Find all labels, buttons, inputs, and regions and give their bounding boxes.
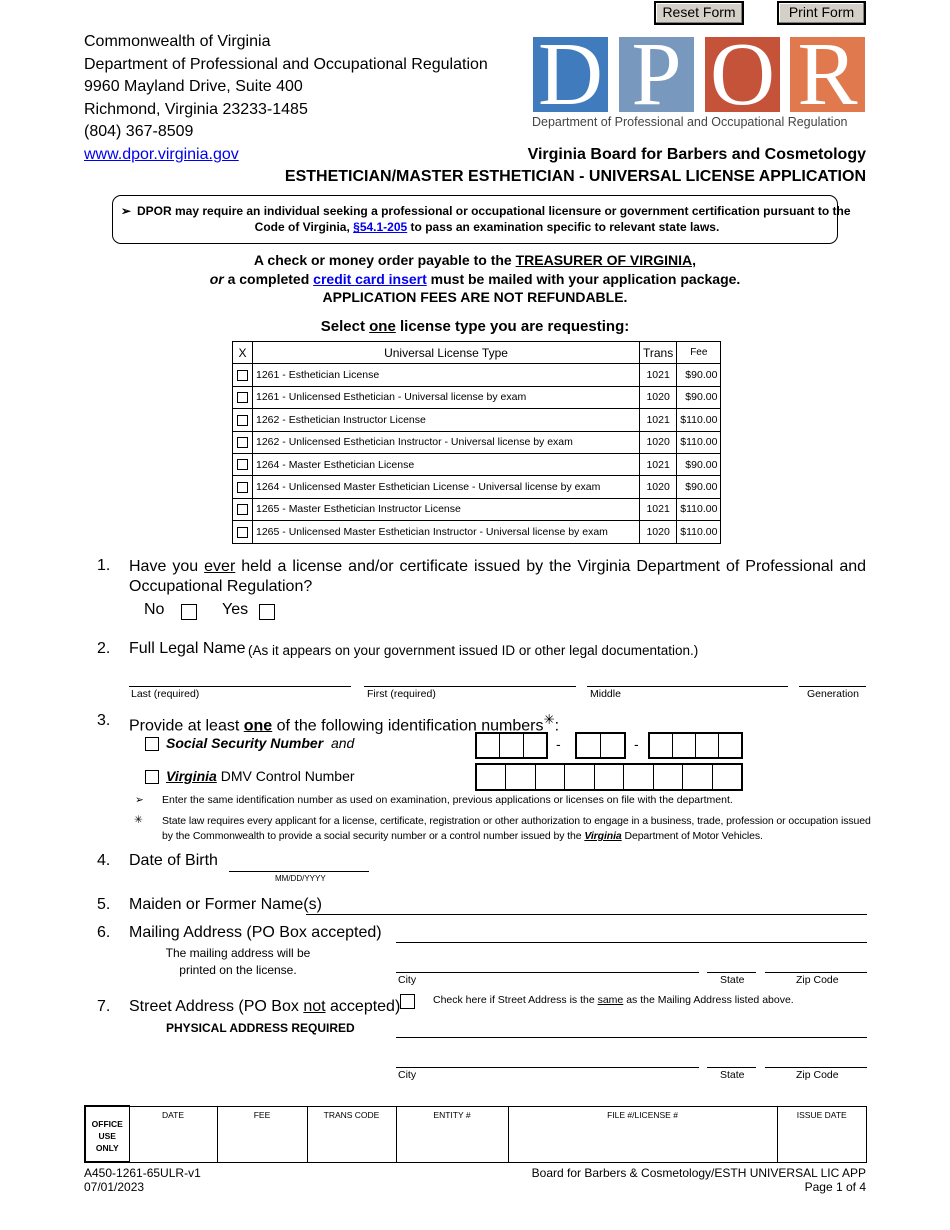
question-number: 7. — [97, 998, 111, 1015]
license-checkbox[interactable] — [237, 392, 248, 403]
generation-input[interactable] — [799, 670, 866, 687]
note-text: State law requires every applicant for a license, certificate, registration or other authorization to engage in a business, trade, profession or occupation issued — [162, 815, 871, 827]
agency-address — [84, 31, 488, 167]
last-label: Last (required) — [131, 688, 200, 700]
payment-text: must be mailed with your application package. — [430, 270, 741, 287]
mailing-address-note — [120, 945, 356, 979]
fee: $110.00 — [677, 521, 721, 543]
question-number: 1. — [97, 557, 111, 574]
name-hint: (As it appears on your government issued ID or other legal documentation.) — [248, 643, 699, 658]
fee: $90.00 — [677, 364, 721, 386]
question-text: one — [243, 717, 273, 735]
generation-label: Generation — [807, 688, 859, 700]
table-row — [233, 498, 721, 520]
office-file-license-cell: FILE #/LICENSE # — [508, 1106, 777, 1162]
table-row — [233, 521, 721, 543]
note-text: printed on the license. — [179, 963, 297, 977]
license-type: 1261 - Unlicensed Esthetician - Universal license by exam — [253, 386, 640, 408]
page-number: Page 1 of 4 — [804, 1180, 866, 1194]
question-number: 4. — [97, 852, 111, 869]
dmv-checkbox[interactable] — [145, 770, 159, 784]
trans-code: 1020 — [640, 431, 677, 453]
dash: - — [634, 736, 639, 752]
board-name: Virginia Board for Barbers and Cosmetology — [527, 146, 866, 163]
table-row — [233, 476, 721, 498]
note-text: by the Commonwealth to provide a social security number or a control number issued by the — [162, 830, 582, 842]
table-row — [233, 386, 721, 408]
license-checkbox[interactable] — [237, 459, 248, 470]
logo-letter: P — [619, 37, 694, 112]
label-text: ONLY — [95, 1142, 119, 1153]
arrow-bullet-icon: ➢ — [135, 794, 144, 806]
license-type: 1262 - Unlicensed Esthetician Instructor - Universal license by exam — [253, 431, 640, 453]
trans-code: 1021 — [640, 409, 677, 431]
question-number: 5. — [97, 896, 111, 913]
question-text: of the following identification numbers — [276, 717, 544, 735]
payment-text: A check or money order payable to the — [253, 252, 512, 268]
trans-code: 1020 — [640, 386, 677, 408]
license-checkbox-cell[interactable] — [233, 386, 253, 408]
fee: $90.00 — [677, 453, 721, 475]
license-type: 1262 - Esthetician Instructor License — [253, 409, 640, 431]
question-number: 6. — [97, 924, 111, 941]
license-checkbox[interactable] — [237, 415, 248, 426]
footer-board: Board for Barbers & Cosmetology/ESTH UNIVERSAL LIC APP — [531, 1166, 866, 1180]
office-use-table — [84, 1105, 867, 1163]
fee: $110.00 — [677, 431, 721, 453]
same-as-mailing-label — [433, 994, 794, 1006]
code-link[interactable]: §54.1-205 — [353, 220, 408, 234]
ssn-part-3-input[interactable] — [648, 732, 743, 759]
city-label: City — [398, 1069, 417, 1081]
yes-checkbox[interactable] — [259, 604, 275, 620]
notice-text: Code of Virginia, — [254, 220, 350, 234]
mailing-address-label: Mailing Address (PO Box accepted) — [129, 924, 382, 941]
label-text: Street Address (PO Box — [129, 998, 299, 1015]
fee: $110.00 — [677, 498, 721, 520]
date-format-hint: MM/DD/YYYY — [275, 874, 326, 883]
website-link[interactable]: www.dpor.virginia.gov — [84, 145, 239, 163]
heading-text: license type you are requesting: — [399, 318, 630, 335]
state-label: State — [720, 974, 745, 986]
license-checkbox-cell[interactable] — [233, 431, 253, 453]
question-text: Provide at least — [129, 717, 240, 735]
first-name-input[interactable] — [364, 670, 576, 687]
maiden-name-label: Maiden or Former Name(s) — [129, 896, 322, 913]
last-name-input[interactable] — [129, 670, 351, 687]
question-text: Regulation? — [226, 578, 313, 595]
select-heading — [0, 318, 950, 335]
address-line: Commonwealth of Virginia — [84, 33, 271, 50]
maiden-name-input[interactable] — [306, 897, 867, 915]
ssn-part-1-input[interactable] — [475, 732, 548, 759]
table-row — [233, 364, 721, 386]
question-1 — [129, 557, 866, 597]
middle-name-input[interactable] — [587, 670, 788, 687]
column-header: X — [233, 342, 253, 364]
zip-label: Zip Code — [796, 1069, 839, 1081]
license-type: 1265 - Master Esthetician Instructor License — [253, 498, 640, 520]
form-id: A450-1261-65ULR-v1 — [84, 1166, 201, 1180]
license-checkbox-cell[interactable] — [233, 453, 253, 475]
fee: $90.00 — [677, 476, 721, 498]
label-text: Check here if Street Address is the — [433, 994, 595, 1006]
no-label: No — [144, 601, 165, 618]
arrow-bullet-icon: ➢ — [121, 204, 132, 218]
middle-label: Middle — [590, 688, 621, 700]
fee: $90.00 — [677, 386, 721, 408]
ssn-checkbox[interactable] — [145, 737, 159, 751]
date-of-birth-label: Date of Birth — [129, 852, 218, 869]
ssn-part-2-input[interactable] — [575, 732, 626, 759]
office-date-cell: DATE — [129, 1106, 217, 1162]
street-zip-input[interactable] — [765, 1050, 867, 1068]
payment-text: or — [209, 270, 224, 287]
label-text: and — [330, 735, 355, 751]
first-label: First (required) — [367, 688, 436, 700]
license-type-table — [232, 341, 721, 544]
license-checkbox-cell[interactable] — [233, 498, 253, 520]
question-text: ever — [204, 558, 236, 575]
dmv-control-number-input[interactable] — [475, 763, 743, 791]
note-text: Department of Motor Vehicles. — [624, 830, 763, 842]
address-line: Department of Professional and Occupational Regulation — [84, 55, 488, 73]
label-text: not — [303, 998, 326, 1015]
logo-letter: D — [533, 37, 608, 112]
license-checkbox[interactable] — [237, 527, 248, 538]
office-use-only-label — [85, 1106, 129, 1162]
column-header: Trans — [640, 342, 677, 364]
label-text: Virginia — [166, 768, 217, 784]
payment-text: a completed — [227, 270, 310, 287]
office-entity-cell: ENTITY # — [396, 1106, 508, 1162]
street-city-input[interactable] — [396, 1050, 699, 1068]
mailing-zip-input[interactable] — [765, 955, 867, 973]
no-checkbox[interactable] — [181, 604, 197, 620]
table-row — [233, 431, 721, 453]
license-checkbox-cell[interactable] — [233, 476, 253, 498]
license-checkbox[interactable] — [237, 370, 248, 381]
heading-text: one — [369, 318, 396, 335]
question-text: Have you — [129, 558, 199, 575]
state-label: State — [720, 1069, 745, 1081]
street-state-input[interactable] — [707, 1050, 756, 1068]
table-row — [233, 453, 721, 475]
fee: $110.00 — [677, 409, 721, 431]
question-text: held a license and/or certificate issued by the Virginia Department of Professional and Occupational — [129, 558, 867, 595]
license-checkbox-cell[interactable] — [233, 409, 253, 431]
reset-form-button[interactable]: Reset Form — [654, 1, 744, 25]
note-text: Virginia — [584, 830, 622, 842]
license-checkbox[interactable] — [237, 482, 248, 493]
license-type: 1264 - Unlicensed Master Esthetician License - Universal license by exam — [253, 476, 640, 498]
credit-card-insert-link[interactable]: credit card insert — [313, 270, 427, 287]
license-checkbox[interactable] — [237, 437, 248, 448]
date-of-birth-input[interactable] — [229, 855, 369, 872]
label-text: USE — [98, 1130, 116, 1141]
label-text: accepted) — [330, 998, 401, 1015]
label-text: Social Security Number — [166, 735, 324, 751]
print-form-button[interactable]: Print Form — [777, 1, 866, 25]
label-text: OFFICE — [91, 1118, 123, 1129]
column-header: Fee — [677, 342, 721, 364]
logo-letter: R — [790, 37, 865, 112]
heading-text: Select — [320, 318, 365, 335]
footer-right — [532, 1166, 866, 1194]
dash: - — [556, 736, 561, 752]
logo-caption: Department of Professional and Occupational Regulation — [532, 115, 848, 129]
phone: (804) 367-8509 — [84, 123, 194, 141]
note-text: The mailing address will be — [165, 946, 311, 960]
label-text: same — [597, 994, 624, 1006]
license-type: 1261 - Esthetician License — [253, 364, 640, 386]
label-text: DMV Control Number — [220, 768, 355, 784]
asterisk-icon: ✳ — [134, 814, 143, 826]
asterisk-icon: ✳ — [543, 712, 555, 727]
trans-code: 1021 — [640, 498, 677, 520]
office-trans-code-cell: TRANS CODE — [307, 1106, 396, 1162]
fees-not-refundable: APPLICATION FEES ARE NOT REFUNDABLE. — [322, 289, 628, 305]
office-fee-cell: FEE — [217, 1106, 307, 1162]
column-header: Universal License Type — [253, 342, 640, 364]
address-line: 9960 Mayland Drive, Suite 400 — [84, 78, 303, 96]
ssn-label — [166, 735, 354, 751]
license-checkbox-cell[interactable] — [233, 521, 253, 543]
question-number: 2. — [97, 640, 111, 657]
city-label: City — [398, 974, 417, 986]
physical-address-required: PHYSICAL ADDRESS REQUIRED — [166, 1021, 355, 1035]
trans-code: 1021 — [640, 453, 677, 475]
logo-letter: O — [705, 37, 780, 112]
notice-text: to pass an examination specific to relevant state laws. — [410, 220, 720, 234]
notice-text: DPOR may require an individual seeking a professional or occupational licensure or government certification pursuant to the — [137, 204, 851, 218]
license-type: 1265 - Unlicensed Master Esthetician Instructor - Universal license by exam — [253, 521, 640, 543]
form-date: 07/01/2023 — [84, 1180, 145, 1194]
dmv-label — [166, 768, 355, 784]
street-address-input[interactable] — [396, 1020, 867, 1038]
yes-label: Yes — [222, 601, 249, 618]
mailing-city-input[interactable] — [396, 955, 699, 973]
notice-box — [112, 195, 851, 244]
footer-left — [84, 1166, 201, 1194]
trans-code: 1020 — [640, 476, 677, 498]
trans-code: 1021 — [640, 364, 677, 386]
mailing-state-input[interactable] — [707, 955, 756, 973]
full-legal-name-label: Full Legal Name — [129, 640, 246, 657]
zip-label: Zip Code — [796, 974, 839, 986]
license-checkbox-cell[interactable] — [233, 364, 253, 386]
license-checkbox[interactable] — [237, 504, 248, 515]
mailing-address-input[interactable] — [396, 925, 867, 943]
form-title: ESTHETICIAN/MASTER ESTHETICIAN - UNIVERSAL LICENSE APPLICATION — [284, 168, 866, 185]
question-text: : — [554, 717, 560, 735]
license-type: 1264 - Master Esthetician License — [253, 453, 640, 475]
id-note: Enter the same identification number as used on examination, previous applications or licenses on file with the department. — [162, 794, 733, 806]
office-issue-date-cell: ISSUE DATE — [777, 1106, 867, 1162]
trans-code: 1020 — [640, 521, 677, 543]
table-row — [233, 409, 721, 431]
question-number: 3. — [97, 712, 111, 729]
address-line: Richmond, Virginia 23233-1485 — [84, 100, 308, 118]
label-text: as the Mailing Address listed above. — [626, 994, 794, 1006]
payment-info — [0, 251, 950, 307]
street-address-label — [129, 998, 400, 1016]
payee: TREASURER OF VIRGINIA, — [515, 252, 697, 268]
state-law-note — [162, 814, 871, 844]
same-as-mailing-checkbox[interactable] — [400, 994, 415, 1009]
